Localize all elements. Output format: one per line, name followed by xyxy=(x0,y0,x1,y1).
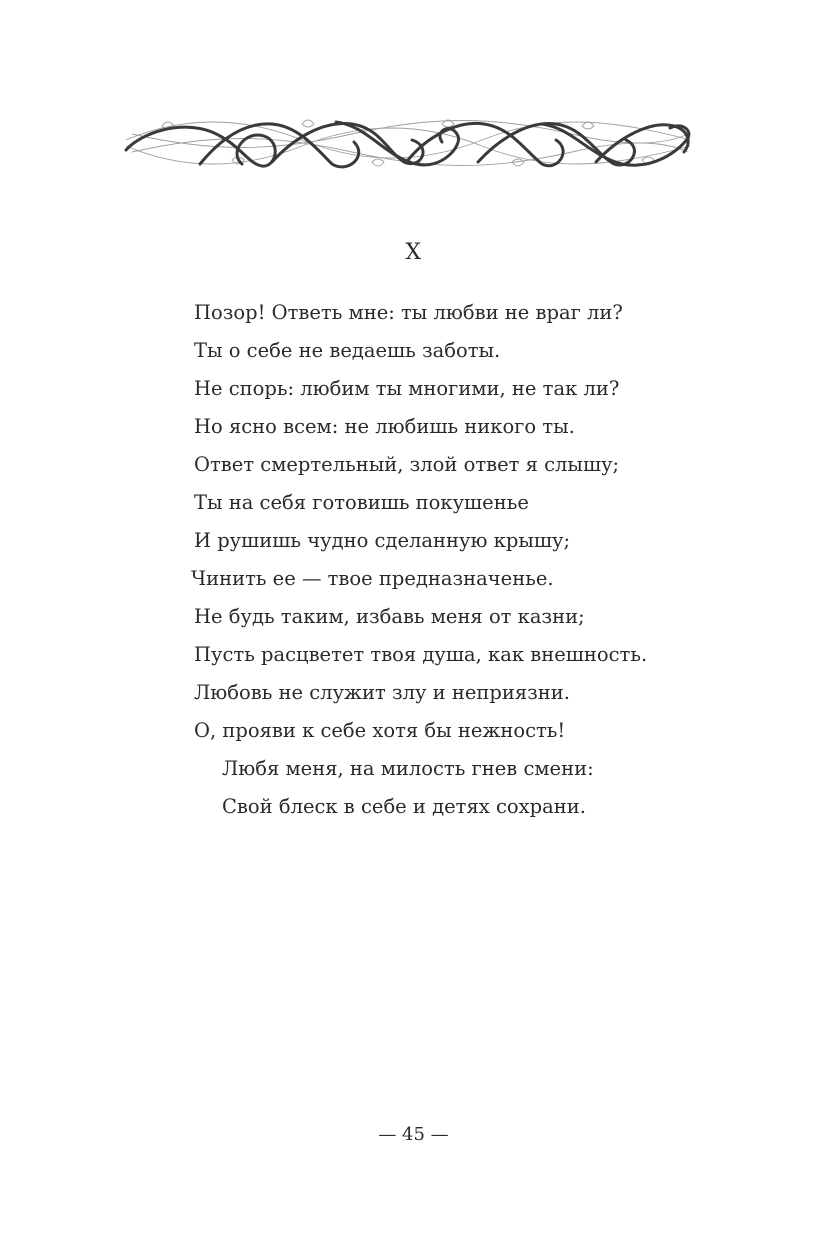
poem-line: Чинить ее — твое предназначенье. xyxy=(191,567,554,590)
poem-line: Но ясно всем: не любишь никого ты. xyxy=(194,415,575,438)
poem-line: Не будь таким, избавь меня от казни; xyxy=(194,605,585,628)
poem-line: Ты на себя готовишь покушенье xyxy=(194,491,529,514)
poem-body xyxy=(191,294,714,826)
poem-line: Не спорь: любим ты многими, не так ли? xyxy=(194,377,620,400)
couplet-line: Любя меня, на милость гнев смени: xyxy=(222,757,594,780)
poem-line: И рушишь чудно сделанную крышу; xyxy=(194,529,571,552)
poem-line: О, прояви к себе хотя бы нежность! xyxy=(194,719,566,742)
poem-line: Позор! Ответь мне: ты любви не враг ли? xyxy=(194,301,623,324)
poem-line: Пусть расцветет твоя душа, как внешность. xyxy=(194,643,648,666)
couplet-line: Свой блеск в себе и детях сохрани. xyxy=(222,795,586,818)
poem-line: Ты о себе не ведаешь заботы. xyxy=(194,339,501,362)
poem-title: X xyxy=(405,240,422,265)
poem-line: Ответ смертельный, злой ответ я слышу; xyxy=(194,453,620,476)
scrollwork-divider-icon xyxy=(122,112,694,174)
poem-line: Любовь не служит злу и неприязни. xyxy=(194,681,570,704)
page-number: — 45 — xyxy=(378,1124,449,1145)
